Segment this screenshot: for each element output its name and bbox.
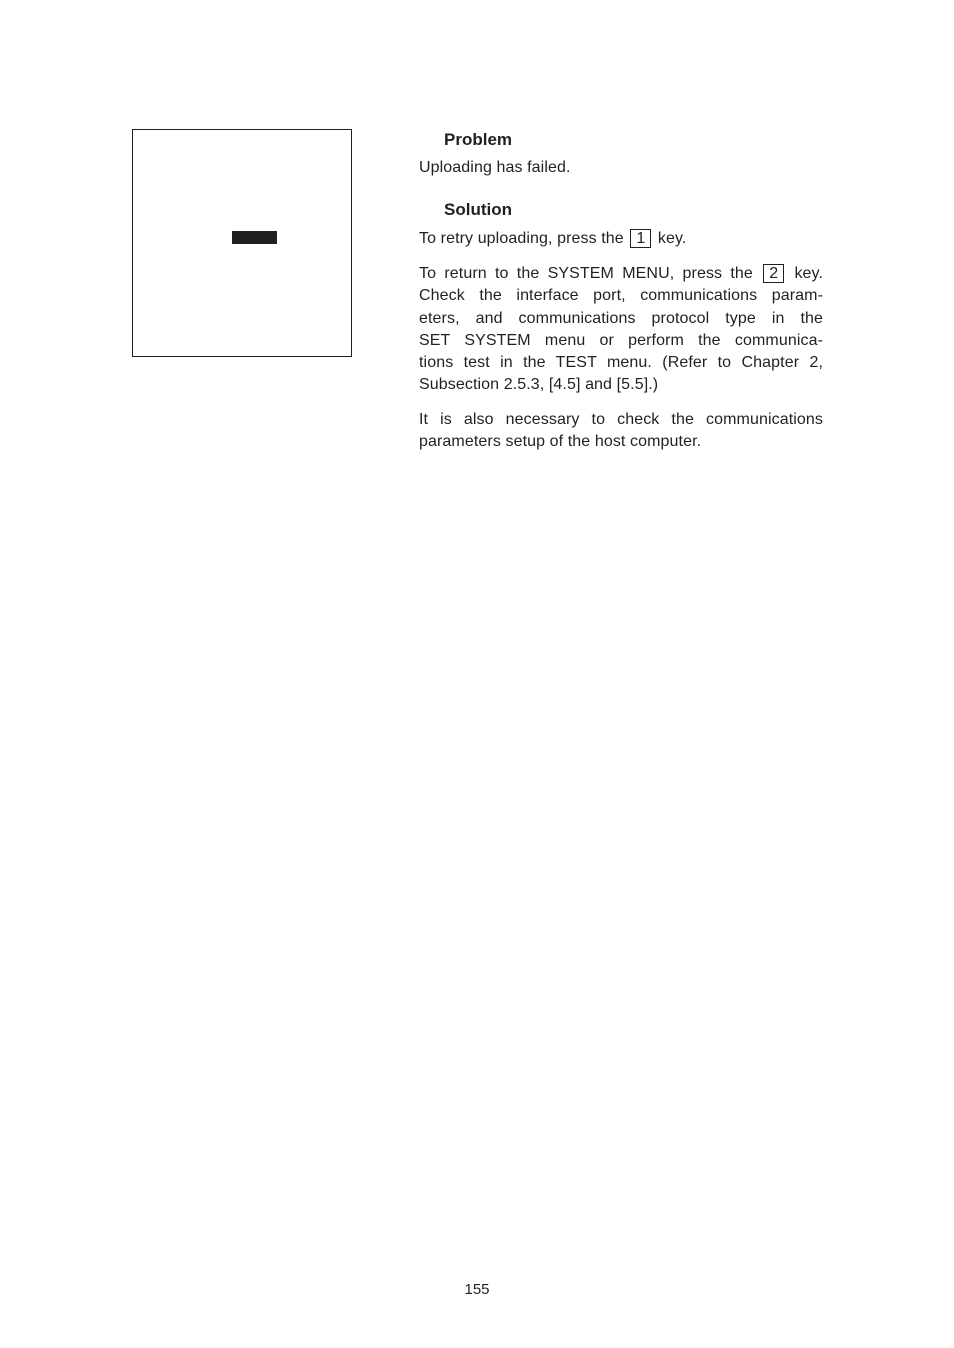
host-line-1: parameters setup of the host computer. bbox=[419, 433, 702, 451]
return-line-5: Subsection 2.5.3, [4.5] and [5.5].) bbox=[419, 376, 659, 394]
solution-heading: Solution bbox=[444, 200, 512, 219]
return-line-4: tions test in the TEST menu. (Refer to Chapter 2, bbox=[419, 354, 823, 372]
host-line-0: It is also necessary to check the communications bbox=[419, 411, 823, 428]
retry-line bbox=[419, 228, 823, 250]
retry-text-before: To retry uploading, press the bbox=[419, 230, 624, 247]
return-text-before: To return to the SYSTEM MENU, press the bbox=[419, 265, 753, 282]
problem-text-line: Uploading has failed. bbox=[419, 159, 571, 176]
lcd-display-illustration bbox=[132, 129, 352, 357]
retry-text-after: key. bbox=[657, 230, 687, 247]
return-line-1: Check the interface port, communications param- bbox=[419, 287, 823, 305]
return-text-after: key. bbox=[794, 265, 823, 282]
host-check-instruction bbox=[419, 409, 823, 454]
return-instruction bbox=[419, 263, 823, 397]
return-line-3: SET SYSTEM menu or perform the communica- bbox=[419, 331, 823, 349]
display-cursor-bar bbox=[232, 231, 277, 244]
problem-heading: Problem bbox=[444, 130, 513, 149]
key-1: 1 bbox=[630, 229, 651, 248]
return-line-0 bbox=[419, 263, 823, 285]
problem-text bbox=[419, 157, 823, 179]
retry-instruction bbox=[419, 228, 823, 250]
page-number: 155 bbox=[464, 1281, 490, 1298]
key-2: 2 bbox=[763, 264, 784, 283]
return-line-2: eters, and communications protocol type in the bbox=[419, 309, 823, 327]
